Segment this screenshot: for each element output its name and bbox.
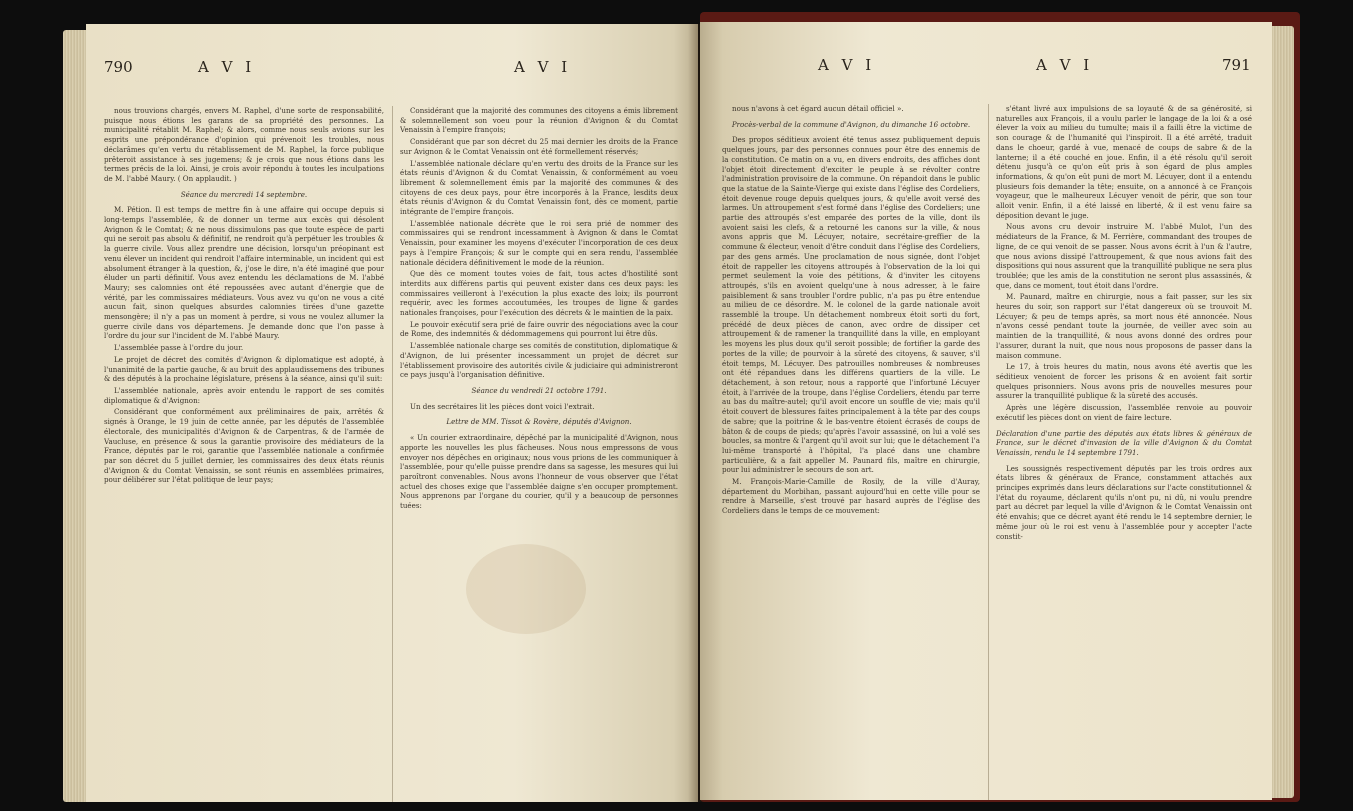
- paragraph: Le projet de décret des comités d'Avignon & diplomatique est adopté, à l'unanimité de la partie gauche, & au bruit des applaudissemens des tribunes & des députés à la prochaine législature, présens à la séance, ainsi qu'il suit:: [104, 354, 384, 384]
- running-head-right-a: A V I: [818, 56, 876, 74]
- paragraph: nous trouvions chargés, envers M. Raphel, d'une sorte de responsabilité, puisque nous étions les garans de sa propriété des personnes. La municipalité rétablit M. Raphel; & alors, comme nous seuls avions sur les esprits une prépondérance d'opinion qui prévenoit les troubles, nous déclarâmes qu'en vertu du rétablissement de M. Raphel, la force publique prêteroit assistance à ses jugemens; & je crois que nous étions dans les termes précis de la loi. Ainsi, je crois avoir répondu à toutes les inculpations de M. l'abbé Maury. ( On applaudit. ): [104, 106, 384, 183]
- paper-stain: [466, 544, 586, 634]
- paragraph: nous n'avons à cet égard aucun détail officiel ».: [732, 104, 904, 113]
- paragraph: s'étant livré aux impulsions de sa loyauté & de sa générosité, si naturelles aux François, il a voulu parler le langage de la loi & a osé élever la voix au milieu du tumulte; mais il a failli être la victime de son courage & de l'humanité qui l'inspiroit. Il a été arrêté, traduit dans le choeur, gardé à vue, menacé de coups de sabre & de la lanterne; il a été couché en joue. Enfin, il a été résolu qu'il seroit détenu jusqu'à ce qu'on eût pris à son égard de plus amples informations, & qu'on eût puni de mort M. Lécuyer, dont il a entendu plusieurs fois demander la tête; ensuite, on a annoncé à ce François voyageur, que le malheureux Lécuyer venoit de périr, que son tour alloit venir. Enfin, il a été laissé en liberté, & il est venu faire sa déposition devant le juge.: [996, 104, 1252, 220]
- paragraph: L'assemblée nationale décrète que le roi sera prié de nommer des commissaires qui se rendront incessamment à Avignon & dans le Comtat Venaissin, pour examiner les moyens d'exécuter l'incorporation de ces deux pays à l'empire François; & sur le compte qui en sera rendu, l'assemblée nationale décidera définitivement le mode de la réunion.: [400, 218, 678, 267]
- paragraph: Que dès ce moment toutes voies de fait, tous actes d'hostilité sont interdits aux différens partis qui peuvent exister dans ces deux pays: les commissaires veilleront à l'exécution la plus exacte des loix; ils pourront requérir, avec les formes accoutumées, les troupes de ligne & gardes nationales françoises, pour l'exécution des décrets & le maintien de la paix.: [400, 269, 678, 318]
- paragraph: Considérant que par son décret du 25 mai dernier les droits de la France sur Avignon & le Comtat Venaissin ont été formellement réservés;: [400, 137, 678, 156]
- page-number-left: 790: [104, 58, 133, 76]
- paragraph: Procès-verbal de la commune d'Avignon, du dimanche 16 octobre.: [731, 119, 971, 129]
- paragraph: L'assemblée nationale, après avoir entendu le rapport de ses comités diplomatique & d'Avignon:: [104, 385, 384, 405]
- paragraph: Lettre de MM. Tissot & Rovère, députés d'Avignon.: [446, 417, 632, 427]
- paragraph: Nous avons cru devoir instruire M. l'abbé Mulot, l'un des médiateurs de la France, & M. Ferrière, commandant des troupes de ligne, de ce qui venoit de se passer. Nous avons écrit à l'un & l'autre, que nous avions dissipé l'attroupement, & que nous avions fait des dispositions qui nous assurent que la tranquillité publique ne sera plus troublée; que les amis de la constitution ne seront plus assassinés, & que, dans ce moment, tout étoit dans l'ordre.: [996, 222, 1252, 290]
- right-page-column-1: [722, 104, 980, 800]
- paragraph: L'assemblée passe à l'ordre du jour.: [114, 343, 244, 353]
- paragraph: L'assemblée nationale charge ses comités de constitution, diplomatique & d'Avignon, de lui présenter incessamment un projet de décret sur l'établissement provisoire des autorités civile & judiciaire qui administreront ce pays jusqu'à l'organisation définitive.: [400, 341, 678, 380]
- running-head-left-b: A V I: [514, 58, 572, 76]
- paragraph: Déclaration d'une partie des députés aux états libres & généraux de France, sur le décret d'invasion de la ville d'Avignon & du Comtat Venaissin, rendu le 14 septembre 1791.: [996, 428, 1252, 457]
- paragraph: M. Pétion. Il est temps de mettre fin à une affaire qui occupe depuis si long-temps l'assemblée, & de donner un terme aux excès qui désolent Avignon & le Comtat; & ne nous dissimulons pas que toute espèce de parti qui ne seroit pas absolu & définitif, ne rendroit qu'à perpétuer les troubles & la guerre civile. Vous allez prendre une décision, lorsqu'un préopinant est venu élever un incident qui rendroit l'affaire interminable, un incident qui est absolument étranger à la question, &, j'ose le dire, n'a été imaginé que pour éluder un parti définitif. Vous avez entendu les déclamations de M. l'abbé Maury; ses calomnies ont été repoussées avec autant d'énergie que de vérité, par les commissaires médiateurs. Vous avez vu qu'on ne vous a cité aucun fait, sinon quelques absurdes calomnies tirées d'une gazette mensongère; il n'y a pas un moment à perdre, si vous ne voulez allumer la guerre civile dans vos départemens. Je demande donc que l'on passe à l'ordre du jour sur l'incident de M. l'abbé Maury.: [104, 205, 384, 341]
- paragraph: Séance du vendredi 21 octobre 1791.: [471, 385, 607, 395]
- running-head-right-b: A V I: [1036, 56, 1094, 74]
- right-page: [700, 22, 1272, 800]
- paragraph: L'assemblée nationale déclare qu'en vertu des droits de la France sur les états réunis d'Avignon & du Comtat Venaissin, & conformément au voeu librement & solemnellement émis par la majorité des communes & des citoyens de ces deux pays, pour être incorporés à la France, lesdits deux états réunis d'Avignon & du Comtat Venaissin font, dès ce moment, partie intégrante de l'empire françois.: [400, 158, 678, 217]
- page-number-right: 791: [1222, 56, 1251, 74]
- column-divider: [392, 106, 393, 802]
- paragraph: Le 17, à trois heures du matin, nous avons été avertis que les séditieux venoient de forcer les prisons & en avoient fait sortir quelques prisonniers. Nous avons pris de nouvelles mesures pour assurer la tranquillité publique & la sûreté des accusés.: [996, 362, 1252, 401]
- left-page-column-2: [400, 106, 678, 802]
- left-page-column-1: [104, 106, 384, 802]
- right-page-column-2: [996, 104, 1252, 800]
- paragraph: Un des secrétaires lit les pièces dont voici l'extrait.: [410, 401, 595, 411]
- paragraph: M. François-Marie-Camille de Rosily, de la ville d'Auray, département du Morbihan, passant aujourd'hui en cette ville pour se rendre à Marseille, s'est trouvé par hasard auprès de l'église des Cordeliers dans le temps de ce mouvement:: [722, 477, 980, 516]
- column-divider: [988, 104, 989, 800]
- paragraph: Considérant que conformément aux préliminaires de paix, arrêtés & signés à Orange, le 19 juin de cette année, par les députés de l'assemblée électorale, des municipalités d'Avignon & de Carpentras, & de l'armée de Vaucluse, en présence & sous la garantie provisoire des médiateurs de la France, députés par le roi, garantie que l'assemblée nationale a confirmée par son décret du 5 juillet dernier, les commissaires des deux états réunis d'Avignon & du Comtat Venaissin, se sont réunis en assemblées primaires, pour délibérer sur l'état politique de leur pays;: [104, 407, 384, 485]
- paragraph: M. Paunard, maître en chirurgie, nous a fait passer, sur les six heures du soir, son rapport sur l'état dangereux où se trouvoit M. Lécuyer; & peu de temps après, sa mort nous été annoncée. Nous n'avons cessé pendant toute la journée, de veiller avec soin au maintien de la tranquillité, & nous avons donné des ordres pour l'assurer, durant la nuit, que nous nous proposons de passer dans la maison commune.: [996, 292, 1252, 360]
- running-head-left-a: A V I: [198, 58, 256, 76]
- page-edges-left: [63, 30, 87, 802]
- paragraph: Des propos séditieux avoient été tenus assez publiquement depuis quelques jours, par des personnes connues pour être des ennemis de la constitution. Ce matin on a vu, en divers endroits, des affiches dont l'objet étoit directement d'exciter le peuple à se révolter contre l'administration provisoire de la commune. On répandoit dans le public que la statue de la Sainte-Vierge qui existe dans l'église des Cordeliers, étoit devenue rouge depuis quelques jours, & qu'elle avoit versé des larmes. Un attroupement s'est formé dans l'église des Cordeliers; une partie des attroupés s'est emparée des portes de la ville, dont ils avoient saisi les clefs, & a retourné les canons sur la ville, & nous avons appris que M. Lécuyer, notaire, secrétaire-greffier de la commune & électeur, venoit d'être conduit dans l'église des Cordeliers, par des gens armés. Une proclamation de nous signée, dont l'objet étoit de rappeller les citoyens attroupés à l'observation de la loi qui permet seulement la voie des pétitions, & d'inviter les citoyens attroupés, s'ils en avoient quelqu'une à nous adresser, à le faire paisiblement & sans troubler l'ordre public, n'a pas pu être entendue au milieu de ce désordre. M. le colonel de la garde nationale avoit rassemblé la troupe. Un détachement nombreux étoit sorti du fort, précédé de deux pièces de canon, avec ordre de dissiper cet attroupement & de ramener la tranquillité dans la ville, en employant les moyens les plus doux qu'il seroit possible; de fortifier la garde des portes de la ville; de pourvoir à la sûreté des citoyens, & sauver, s'il étoit temps, M. Lécuyer. Des patrouilles nombreuses & nombreuses ont été répandues dans les différens quartiers de la ville. Le détachement, à son retour, nous a rapporté que l'infortuné Lécuyer étoit, à l'arrivée de la troupe, dans l'église Cordeliers, étendu par terre au bas du maître-autel; qu'il avoit encore un souffle de vie; mais qu'il étoit couvert de blessures faites principalement à la tête par des coups de sabre; que la poitrine & le bas-ventre étoient écrasés de coups de bâton & de coups de pieds; qu'après l'avoir assassiné, on lui a volé ses boucles, sa montre & l'argent qu'il avoit sur lui; que le détachement l'a lui-même transporté à l'hôpital, l'a placé dans une chambre particulière, & a fait appeller M. Paunard fils, maître en chirurgie, pour lui administrer le secours de son art.: [722, 135, 980, 475]
- paragraph: Après une légère discussion, l'assemblée renvoie au pouvoir exécutif les pièces dont on vient de faire lecture.: [996, 403, 1252, 422]
- paragraph: Séance du mercredi 14 septembre.: [180, 189, 308, 199]
- left-page: [86, 24, 698, 802]
- paragraph: Les soussignés respectivement députés par les trois ordres aux états libres & généraux de France, constamment attachés aux principes exprimés dans leurs déclarations sur l'acte constitutionnel & l'état du royaume, déclarent qu'ils n'ont pu, ni dû, ni voulu prendre part au décret par lequel la ville d'Avignon & le Comtat Venaissin ont été envahis; que ce décret ayant été rendu le 14 septembre dernier, le même jour où le roi est venu à l'assemblée pour y accepter l'acte constit-: [996, 463, 1252, 541]
- paragraph: Le pouvoir exécutif sera prié de faire ouvrir des négociations avec la cour de Rome, des indemnités & dédommagemens qui pourront lui être dûs.: [400, 319, 678, 339]
- paragraph: Considérant que la majorité des communes des citoyens a émis librement & solemnellement son voeu pour la réunion d'Avignon & du Comtat Venaissin à l'empire françois;: [400, 106, 678, 135]
- paragraph: « Un courier extraordinaire, dépêché par la municipalité d'Avignon, nous apporte les nouvelles les plus fâcheuses. Nous nous empressons de vous envoyer nos dépêches en originaux; nous vous prions de les communiquer à l'assemblée, pour qu'elle puisse prendre dans sa sagesse, les mesures qui lui paroîtront convenables. Nous avons l'honneur de vous observer que l'état actuel des choses exige que l'assemblée daigne s'en occuper promptement. Nous apprenons par l'organe du courier, qu'il y a beaucoup de personnes tuées:: [400, 433, 678, 511]
